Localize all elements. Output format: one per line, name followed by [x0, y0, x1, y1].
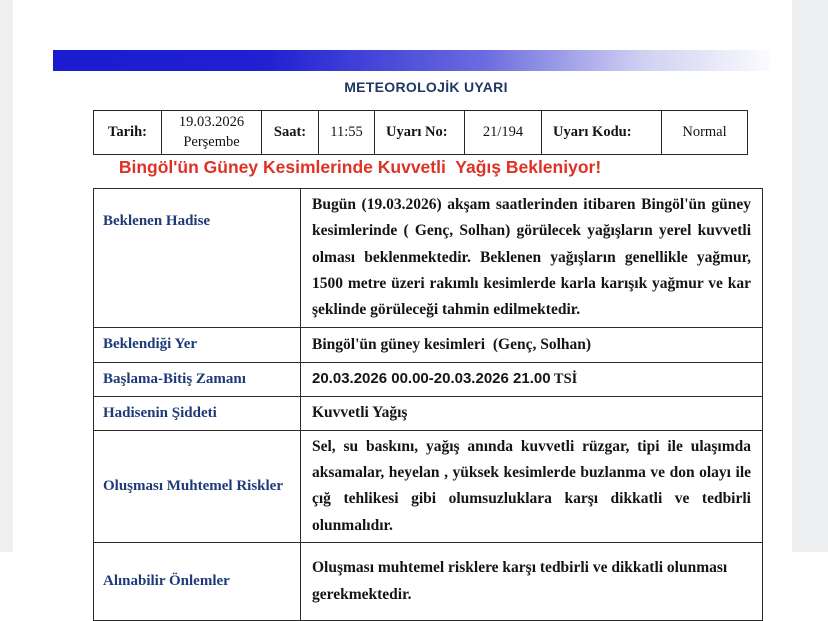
- detail-row-precautions: [94, 543, 763, 621]
- detail-row-value: [301, 362, 763, 396]
- document-title: METEOROLOJİK UYARI: [344, 79, 508, 95]
- time-label: Saat:: [262, 111, 319, 155]
- time-zone-suffix: TSİ: [550, 371, 578, 388]
- detail-row-event-severity: [94, 396, 763, 430]
- warning-headline: Bingöl'ün Güney Kesimlerinde Kuvvetli Yağış Bekleniyor!: [118, 157, 602, 177]
- warning-info-table: [93, 110, 748, 155]
- detail-row-start-end-time: [94, 362, 763, 396]
- date-value-line1: 19.03.2026: [178, 113, 245, 130]
- detail-row-label: Hadisenin Şiddeti: [94, 396, 301, 430]
- detail-row-label: Başlama-Bitiş Zamanı: [94, 362, 301, 396]
- detail-row-label: Alınabilir Önlemler: [94, 543, 301, 621]
- warning-detail-table: [93, 188, 763, 621]
- detail-row-expected-place: [94, 327, 763, 362]
- date-label: Tarih:: [94, 111, 162, 155]
- warning-code-label: Uyarı Kodu:: [542, 111, 662, 155]
- detail-row-expected-event: [94, 189, 763, 328]
- time-value: 11:55: [319, 111, 375, 155]
- detail-row-possible-risks: [94, 430, 763, 542]
- header-gradient-bar: [53, 50, 770, 71]
- warning-code-value: Normal: [662, 111, 748, 155]
- date-value: [162, 111, 262, 155]
- info-table-row: [94, 111, 748, 155]
- detail-row-value: Oluşması muhtemel risklere karşı tedbirli ve dikkatli olunması gerekmektedir.: [301, 543, 763, 621]
- detail-row-value: Sel, su baskını, yağış anında kuvvetli rüzgar, tipi ile ulaşımda aksamalar, heyelan , yüksek kesimlerde buzlanma ve don olayı ile çığ tehlikesi gibi olumsuzluklara karşı dikkatli ve tedbirli olunmalıdır.: [301, 430, 763, 542]
- detail-row-label: Oluşması Muhtemel Riskler: [94, 430, 301, 542]
- detail-row-label: Beklendiği Yer: [94, 327, 301, 362]
- detail-row-value: Bugün (19.03.2026) akşam saatlerinden itibaren Bingöl'ün güney kesimlerinde ( Genç, Solhan) görülecek yağışların yerel kuvvetli olması beklenmektedir. Beklenen yağışların genellikle yağmur, 1500 metre üzeri rakımlı kesimlerde karla karışık yağmur ve kar şeklinde görüleceği tahmin edilmektedir.: [301, 189, 763, 328]
- warning-no-value: 21/194: [465, 111, 542, 155]
- detail-row-value: Bingöl'ün güney kesimleri (Genç, Solhan): [301, 327, 763, 362]
- date-value-line2: Perşembe: [183, 133, 240, 150]
- time-range-value: 20.03.2026 00.00-20.03.2026 21.00: [312, 370, 551, 388]
- detail-row-value: Kuvvetli Yağış: [301, 396, 763, 430]
- warning-no-label: Uyarı No:: [375, 111, 465, 155]
- detail-row-label: Beklenen Hadise: [94, 189, 301, 328]
